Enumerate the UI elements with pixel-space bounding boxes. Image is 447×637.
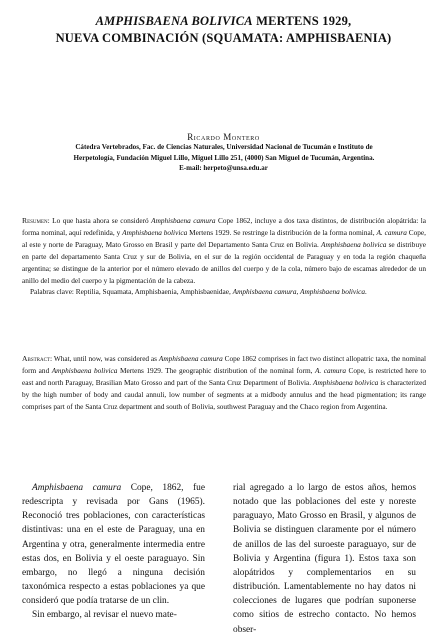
author-affiliation xyxy=(24,142,424,164)
body-paragraph: rial agregado a lo largo de estos años, hemos notado que las poblaciones del este y noreste paraguayo, Mato Grosso en Brasil, y algunos de Bolivia se distinguen claramente por el número de anillos de las del suroeste paraguayo, sur de Bolivia y Argentina (figura 1). Estos taxa son alopátridos y complementarios en su distribución. Lamentablemente no hay datos ni colecciones de lugares que podrían suponerse como sitios de estrecho contacto. No hemos obser- xyxy=(233,483,416,635)
species-name: Amphisbaena camura xyxy=(32,483,122,493)
title-authority: MERTENS 1929, xyxy=(252,14,352,28)
paper-title-line1 xyxy=(0,14,447,29)
body-paragraph: Sin embargo, al revisar el nuevo mate- xyxy=(32,610,177,621)
abstract-text: Cope 1862 comprises in fact two distinct allopatric taxa, the nominal form and xyxy=(22,354,427,375)
author-name: Ricardo Montero xyxy=(187,132,260,142)
title-species: AMPHISBAENA BOLIVICA xyxy=(95,14,253,28)
abstract-text: is characterized by the high number of body and caudal annuli, low number of segments at a midbody annulus and the head pigmentation; its range comprises part of the Santa Cruz department and south of Bolivia, southwest Paraguay and the Chaco region from Argentina. xyxy=(22,377,426,411)
species-name: Amphisbaena camura xyxy=(151,216,216,225)
resumen-text: Lo que hasta ahora se consideró xyxy=(49,216,152,225)
body-column-left xyxy=(22,481,205,623)
species-name: A. camura xyxy=(314,365,347,375)
body-text: Cope, 1862, fue redescripta y revisada por Gans (1965). Reconoció tres poblaciones, con características distintivas: una en el este de Paraguay, una en Argentina y otra, generalmente intermedia entre estas dos, en Bolivia y el oeste paraguayo. Sin embargo, no llegó a ninguna decisión taxonómica respecto a estas poblaciones ya que consideró que podía tratarse de un clin. xyxy=(22,483,205,607)
species-name: Amphisbaena camura xyxy=(158,354,223,363)
affiliation-line1: Cátedra Vertebrados, Fac. de Ciencias Naturales, Universidad Nacional de Tucumán e Instituto de xyxy=(75,143,373,151)
keywords xyxy=(22,286,426,298)
species-name: Amphisbaena bolivica xyxy=(122,227,188,237)
resumen-text: Mertens 1929. Se restringe la distribución de la forma nominal, xyxy=(187,227,377,237)
keywords-text: Reptilia, Squamata, Amphisbaenia, Amphisbaenidae, xyxy=(73,287,233,297)
affiliation-line2: Herpetología, Fundación Miguel Lillo, Miguel Lillo 251, (4000) San Miguel de Tucumán, Argentina. xyxy=(73,154,375,162)
paper-title-line2: NUEVA COMBINACIÓN (SQUAMATA: AMPHISBAENIA) xyxy=(55,31,392,45)
abstract-paragraph xyxy=(22,353,426,413)
species-name: Amphisbaena bolivica xyxy=(321,239,387,249)
abstract-text: Mertens 1929. The geographic distribution of the nominal form, xyxy=(117,365,315,375)
resumen-text: Cope, al este y norte de Paraguay, Mato Grosso en Brasil y parte del Departamento Santa Cruz en Bolivia. xyxy=(22,227,426,249)
resumen-text: se distribuye en parte del departamento Santa Cruz y sur de Bolivia, en el sur de la región occidental de Paraguay y en toda la región chaqueña argentina; se distingue de la anterior por el número elevado de anillos del cuerpo y de la cola, número bajo de escamas alrededor de un anillo del medio del cuerpo y la pigmentación de la cabeza. xyxy=(22,239,426,285)
species-name: Amphisbaena bolivica xyxy=(313,377,379,387)
resumen-label: Resumen: xyxy=(22,216,50,225)
body-paragraph xyxy=(22,481,205,608)
keywords-species: Amphisbaena camura, Amphisbaena bolivica. xyxy=(232,287,367,297)
species-name: Amphisbaena bolivica xyxy=(51,365,118,375)
abstract-text: Cope, is restricted here to east and north Paraguay, Brasilian Mato Grosso and part of the Santa Cruz Department of Bolivia. xyxy=(22,365,426,387)
author-email: E-mail: herpeto@unsa.edu.ar xyxy=(179,164,268,172)
abstract-label: Abstract: xyxy=(22,354,53,363)
abstract-block xyxy=(22,353,426,413)
resumen-paragraph xyxy=(22,215,426,286)
species-name: A. camura xyxy=(376,227,407,237)
abstract-text: What, until now, was considered as xyxy=(52,354,159,363)
keywords-label: Palabras clave: xyxy=(30,287,74,297)
body-column-right xyxy=(233,481,416,637)
resumen-text: Cope 1862, incluye a dos taxa distintos, de distribución alopátrida: la forma nominal, aquí redefinida, y xyxy=(22,216,427,237)
resumen-block xyxy=(22,215,426,298)
